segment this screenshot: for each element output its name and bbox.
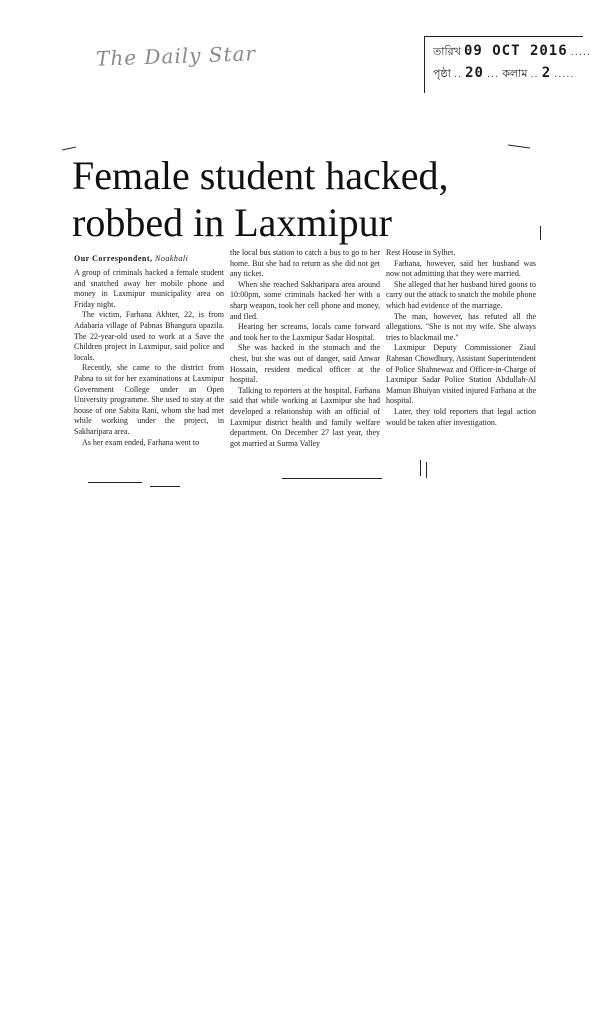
stamp-page-label: পৃষ্ঠা bbox=[433, 68, 451, 80]
date-stamp bbox=[424, 36, 591, 93]
stamp-column-value: 2 bbox=[541, 65, 552, 81]
byline-author: Our Correspondent, bbox=[74, 254, 153, 263]
paragraph: The man, however, has refuted all the allegations. "She is not my wife. She always tries to blackmail me." bbox=[386, 311, 536, 342]
clipping-edge-top-right bbox=[508, 144, 530, 148]
paragraph: Rest House in Sylhet. bbox=[386, 248, 456, 257]
article-column-2 bbox=[230, 248, 380, 449]
paragraph: The victim, Farhana Akhter, 22, is from Adabaria village of Pabnas Bhangura upazila. The 22-year-old used to work at a Save the Children project in Laxmipur, said police and locals. bbox=[74, 310, 224, 362]
clipping-edge-bottom-left bbox=[88, 482, 142, 483]
stamp-date-value: 09 OCT 2016 bbox=[463, 43, 568, 59]
stamp-page-value: 20 bbox=[465, 65, 484, 81]
paragraph: A group of criminals hacked a female student and snatched away her mobile phone and money in Laxmipur municipality area on Friday night. bbox=[74, 268, 224, 309]
paragraph: Later, they told reporters that legal action would be taken after investigation. bbox=[386, 406, 536, 427]
article-column-1 bbox=[74, 268, 224, 448]
paragraph: Recently, she came to the district from Pabna to sit for her examinations at Laxmipur Government College under an Open University programme. She used to stay at the house of one Sabita Rani, whom she had met while working under the project, in Sakharipara area. bbox=[74, 363, 224, 436]
paragraph: the local bus station to catch a bus to go to her home. But she had to return as she did not get any ticket. bbox=[230, 248, 380, 279]
clipping-mark bbox=[420, 460, 421, 476]
paragraph: When she reached Sakharipara area around 10:00pm, some criminals hacked her with a sharp weapon, took her cell phone and money, and fled. bbox=[230, 279, 380, 321]
stamp-column-label: কলাম bbox=[502, 68, 528, 80]
article-headline: Female student hacked, robbed in Laxmipur bbox=[72, 153, 449, 245]
clipping-edge-bottom-right bbox=[282, 478, 382, 479]
stamp-date-label: তারিখ bbox=[433, 46, 461, 58]
byline bbox=[74, 254, 188, 263]
stamp-date-row: তারিখ 09 OCT 2016 ..... bbox=[433, 43, 591, 59]
clipping-edge-right bbox=[540, 226, 541, 240]
paragraph: She alleged that her husband hired goons to carry out the attack to snatch the mobile phone which had evidence of the marriage. bbox=[386, 279, 536, 310]
clipping-mark bbox=[426, 462, 427, 478]
masthead: The Daily Star bbox=[95, 41, 257, 71]
paragraph: As her exam ended, Farhana went to bbox=[82, 437, 200, 447]
paragraph: Talking to reporters at the hospital, Farhana said that while working at Laxmipur she had developed a relationship with an official of Laxmipur district health and family welfare department. On December 27 last year, they got married at Surma Valley bbox=[230, 385, 380, 448]
article-column-3 bbox=[386, 248, 536, 428]
stamp-page-row: পৃষ্ঠা .. 20 ... কলাম .. 2 ..... bbox=[433, 65, 575, 81]
paragraph: Farhana, however, said her husband was now not admitting that they were married. bbox=[386, 258, 536, 279]
paragraph: Laxmipur Deputy Commissioner Ziaul Rahman Chowdhury, Assistant Superintendent of Police Shahnewaz and Officer-in-Charge of Laxmipur Sadar Police Station Abdullah-Al Mamun Bhuiyan visited injured Farhana at the hospital. bbox=[386, 343, 536, 406]
clipping-edge-top bbox=[62, 147, 76, 151]
clipping-edge-bottom-mid bbox=[150, 486, 180, 487]
byline-location: Noakhali bbox=[155, 254, 189, 263]
paragraph: Hearing her screams, locals came forward and took her to the Laxmipur Sadar Hospital. bbox=[230, 322, 380, 342]
paragraph: She was hacked in the stomach and the chest, but she was out of danger, said Anwar Hossain, resident medical officer at the hospital. bbox=[230, 343, 380, 385]
